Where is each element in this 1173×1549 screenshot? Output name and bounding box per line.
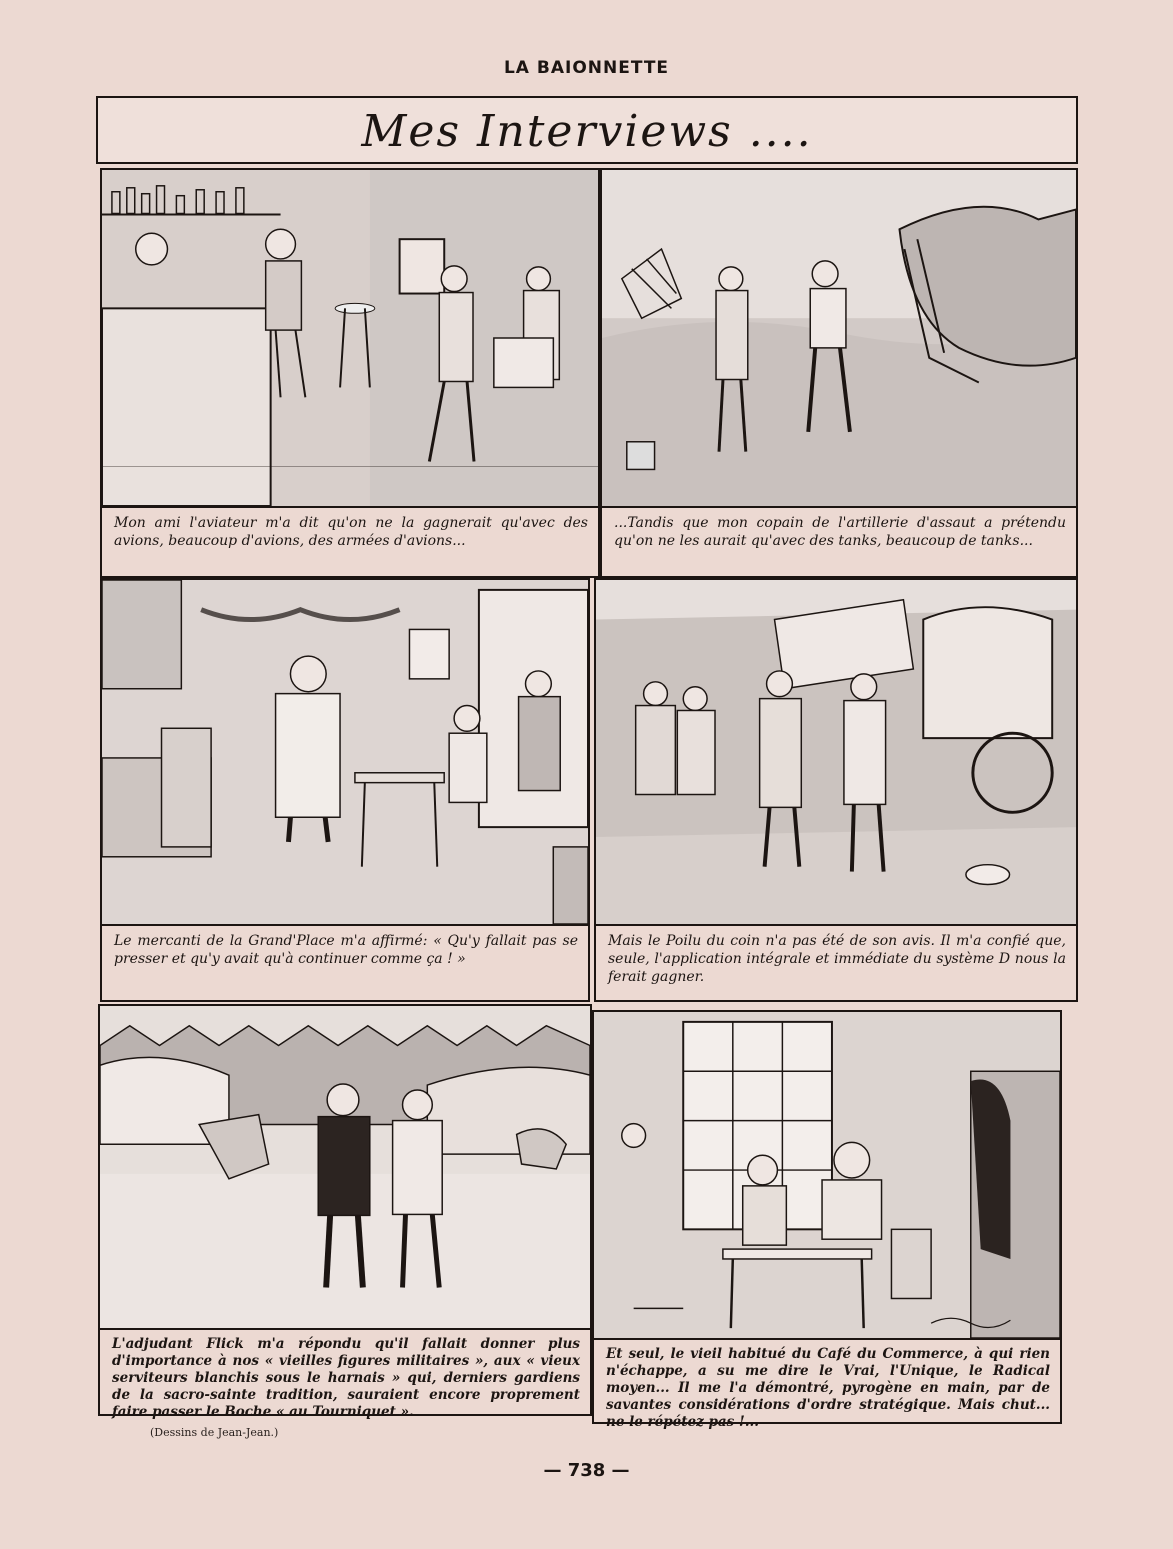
panel-cafe-illustration [592, 1010, 1062, 1340]
page-number: — 738 — [543, 1460, 630, 1481]
village-scene-illustration [596, 580, 1076, 924]
page-title: Mes Interviews .... [361, 106, 813, 157]
barracks-scene-illustration [100, 1006, 590, 1328]
panel-aviator-illustration [100, 168, 600, 508]
panel-adjudant-illustration [98, 1004, 592, 1330]
cafe-scene-illustration [594, 1012, 1060, 1338]
caption-cafe: Et seul, le vieil habitué du Café du Commerce, à qui rien n'échappe, a su me dire le Vrai, l'Unique, le Radical moyen... Il me l'a démontré, pyrogène en main, par de savantes considérations d'ordre stratégique. Mais chut... ne le répétez pas !... [592, 1340, 1062, 1424]
caption-adjudant: L'adjudant Flick m'a répondu qu'il fallait donner plus d'importance à nos « vieilles figures militaires », aux « vieux serviteurs blanchis sous le harnais » qui, derniers gardiens de la sacro-sainte tradition, sauraient encore proprement faire passer le Boche « au Tourniquet ». [98, 1330, 592, 1416]
illustration-credit: (Dessins de Jean-Jean.) [150, 1426, 279, 1439]
caption-mercanti: Le mercanti de la Grand'Place m'a affirmé: « Qu'y fallait pas se presser et qu'y avait qu'à continuer comme ça ! » [100, 926, 590, 1002]
shop-scene-illustration [102, 580, 588, 924]
bar-scene-illustration [102, 170, 598, 506]
caption-poilu: Mais le Poilu du coin n'a pas été de son avis. Il m'a confié que, seule, l'application intégrale et immédiate du système D nous la ferait gagner. [594, 926, 1078, 1002]
panel-poilu-illustration [594, 578, 1078, 926]
tank-scene-illustration [602, 170, 1076, 506]
panel-tank-illustration [600, 168, 1078, 508]
caption-tank: ...Tandis que mon copain de l'artillerie d'assaut a prétendu qu'on ne les aurait qu'avec des tanks, beaucoup de tanks... [600, 508, 1078, 578]
title-box [96, 96, 1078, 164]
caption-aviator: Mon ami l'aviateur m'a dit qu'on ne la gagnerait qu'avec des avions, beaucoup d'avions, des armées d'avions... [100, 508, 600, 578]
publication-header: LA BAIONNETTE [503, 58, 670, 78]
panel-mercanti-illustration [100, 578, 590, 926]
